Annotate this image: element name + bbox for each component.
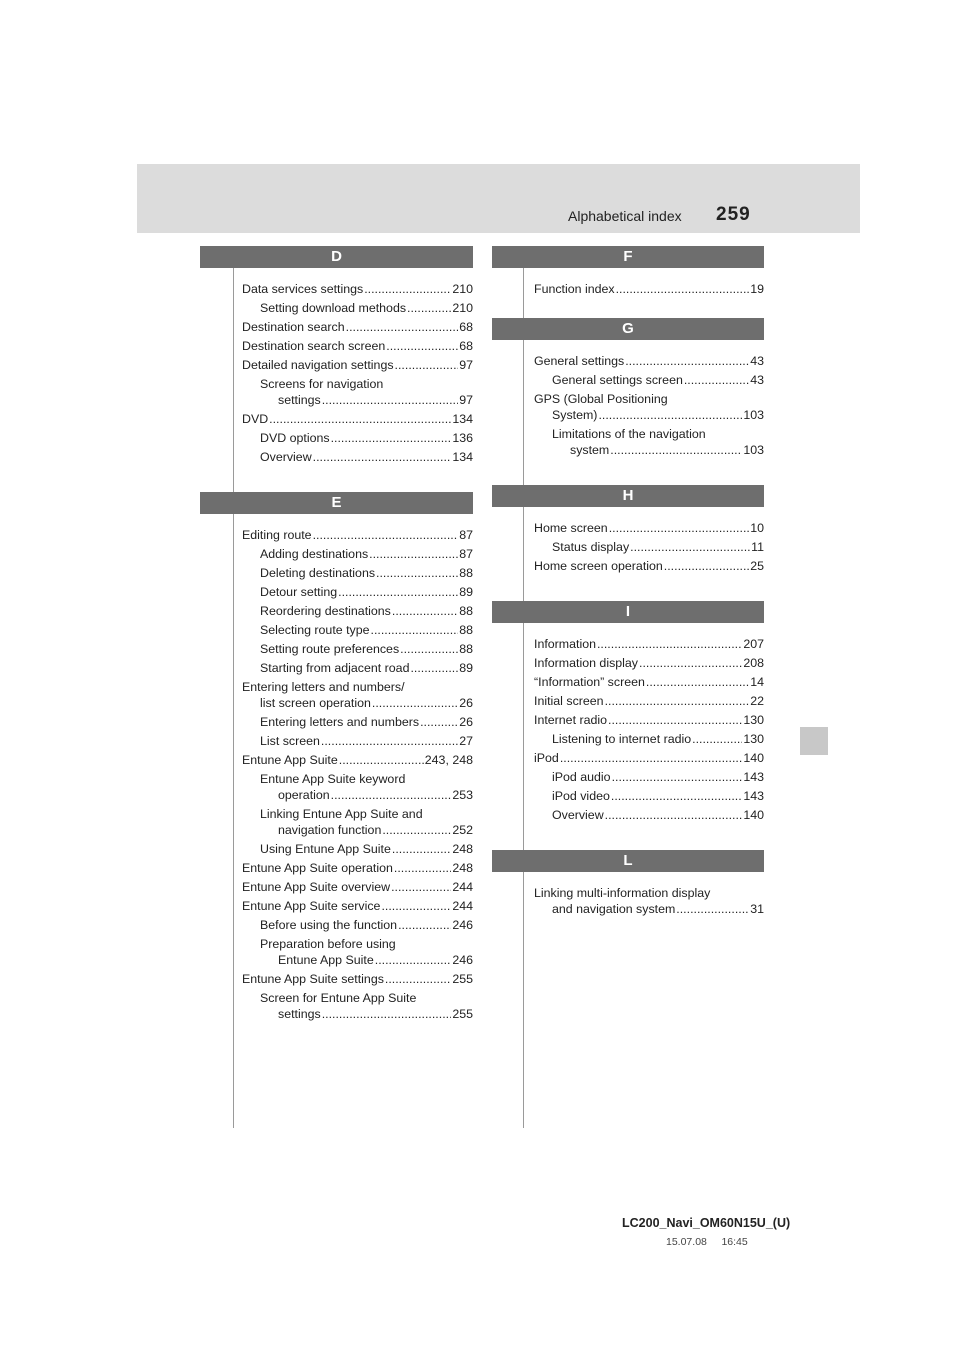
index-subentry[interactable]: Detour setting ..... 89 [242,584,473,600]
section-header-e: E [200,492,473,514]
index-subentry[interactable]: Linking Entune App Suite and navigation function ..... 252 [242,806,473,838]
index-entry[interactable]: DVD ..... 134 [242,411,473,427]
index-entry[interactable]: Entering letters and numbers/ list screen operation ..... 26 [242,679,473,711]
index-column-2 [492,246,764,930]
index-entry[interactable]: Entune App Suite ..... 243, 248 [242,752,473,768]
footer-model-code: LC200_Navi_OM60N15U_(U) [622,1216,791,1230]
index-subentry[interactable]: Reordering destinations ..... 88 [242,603,473,619]
index-entry[interactable]: Editing route ..... 87 [242,527,473,543]
index-entry[interactable]: Home screen operation ..... 25 [534,558,764,574]
index-entry[interactable]: Entune App Suite service ..... 244 [242,898,473,914]
page-title: Alphabetical index [568,208,682,224]
index-entry[interactable]: Linking multi-information display and navigation system ..... 31 [534,885,764,917]
index-subentry[interactable]: Screens for navigation settings ..... 97 [242,376,473,408]
section-header-l: L [492,850,764,872]
index-subentry[interactable]: List screen ..... 27 [242,733,473,749]
section-d-entries [200,268,473,478]
index-subentry[interactable]: Using Entune App Suite ..... 248 [242,841,473,857]
index-entry[interactable]: iPod ..... 140 [534,750,764,766]
index-subentry[interactable]: Setting route preferences ..... 88 [242,641,473,657]
index-entry[interactable]: Data services settings ..... 210 [242,281,473,297]
section-i-entries [492,623,764,836]
index-entry[interactable]: Internet radio ..... 130 [534,712,764,728]
section-thumb-tab [800,727,828,755]
index-subentry[interactable]: Overview ..... 134 [242,449,473,465]
section-g-entries [492,340,764,471]
index-entry[interactable]: Information ..... 207 [534,636,764,652]
index-entry[interactable]: Function index ..... 19 [534,281,764,297]
index-subentry[interactable]: Limitations of the navigation system ..... 103 [534,426,764,458]
index-entry[interactable]: GPS (Global Positioning System) ..... 103 [534,391,764,423]
index-entry[interactable]: Entune App Suite overview ..... 244 [242,879,473,895]
index-subentry[interactable]: Overview ..... 140 [534,807,764,823]
footer-timestamp: 15.07.08 16:45 [666,1236,748,1248]
index-entry[interactable]: “Information” screen ..... 14 [534,674,764,690]
header-band [137,164,860,233]
section-header-f: F [492,246,764,268]
index-subentry[interactable]: Listening to internet radio ..... 130 [534,731,764,747]
index-subentry[interactable]: Screen for Entune App Suite settings ..... 255 [242,990,473,1022]
index-entry[interactable]: Detailed navigation settings ..... 97 [242,357,473,373]
index-entry[interactable]: Entune App Suite operation ..... 248 [242,860,473,876]
index-subentry[interactable]: Entune App Suite keyword operation ..... 253 [242,771,473,803]
index-entry[interactable]: Destination search ..... 68 [242,319,473,335]
index-subentry[interactable]: iPod video ..... 143 [534,788,764,804]
section-header-g: G [492,318,764,340]
index-subentry[interactable]: Selecting route type ..... 88 [242,622,473,638]
section-header-i: I [492,601,764,623]
index-subentry[interactable]: Status display ..... 11 [534,539,764,555]
index-entry[interactable]: Information display ..... 208 [534,655,764,671]
index-entry[interactable]: Destination search screen ..... 68 [242,338,473,354]
index-subentry[interactable]: Setting download methods ..... 210 [242,300,473,316]
index-subentry[interactable]: Adding destinations ..... 87 [242,546,473,562]
index-subentry[interactable]: Before using the function ..... 246 [242,917,473,933]
section-e-entries [200,514,473,1035]
index-entry[interactable]: General settings ..... 43 [534,353,764,369]
section-header-d: D [200,246,473,268]
index-subentry[interactable]: Deleting destinations ..... 88 [242,565,473,581]
section-l-entries [492,872,764,930]
section-f-entries [492,268,764,310]
index-subentry[interactable]: iPod audio ..... 143 [534,769,764,785]
index-subentry[interactable]: DVD options ..... 136 [242,430,473,446]
index-entry[interactable]: Home screen ..... 10 [534,520,764,536]
page-number: 259 [716,204,751,225]
section-h-entries [492,507,764,587]
section-header-h: H [492,485,764,507]
index-entry[interactable]: Entune App Suite settings ..... 255 [242,971,473,987]
index-subentry[interactable]: Entering letters and numbers ..... 26 [242,714,473,730]
index-subentry[interactable]: General settings screen ..... 43 [534,372,764,388]
index-column-1 [200,246,473,1035]
index-subentry[interactable]: Preparation before using Entune App Suite ..... 246 [242,936,473,968]
index-entry[interactable]: Initial screen ..... 22 [534,693,764,709]
index-subentry[interactable]: Starting from adjacent road ..... 89 [242,660,473,676]
